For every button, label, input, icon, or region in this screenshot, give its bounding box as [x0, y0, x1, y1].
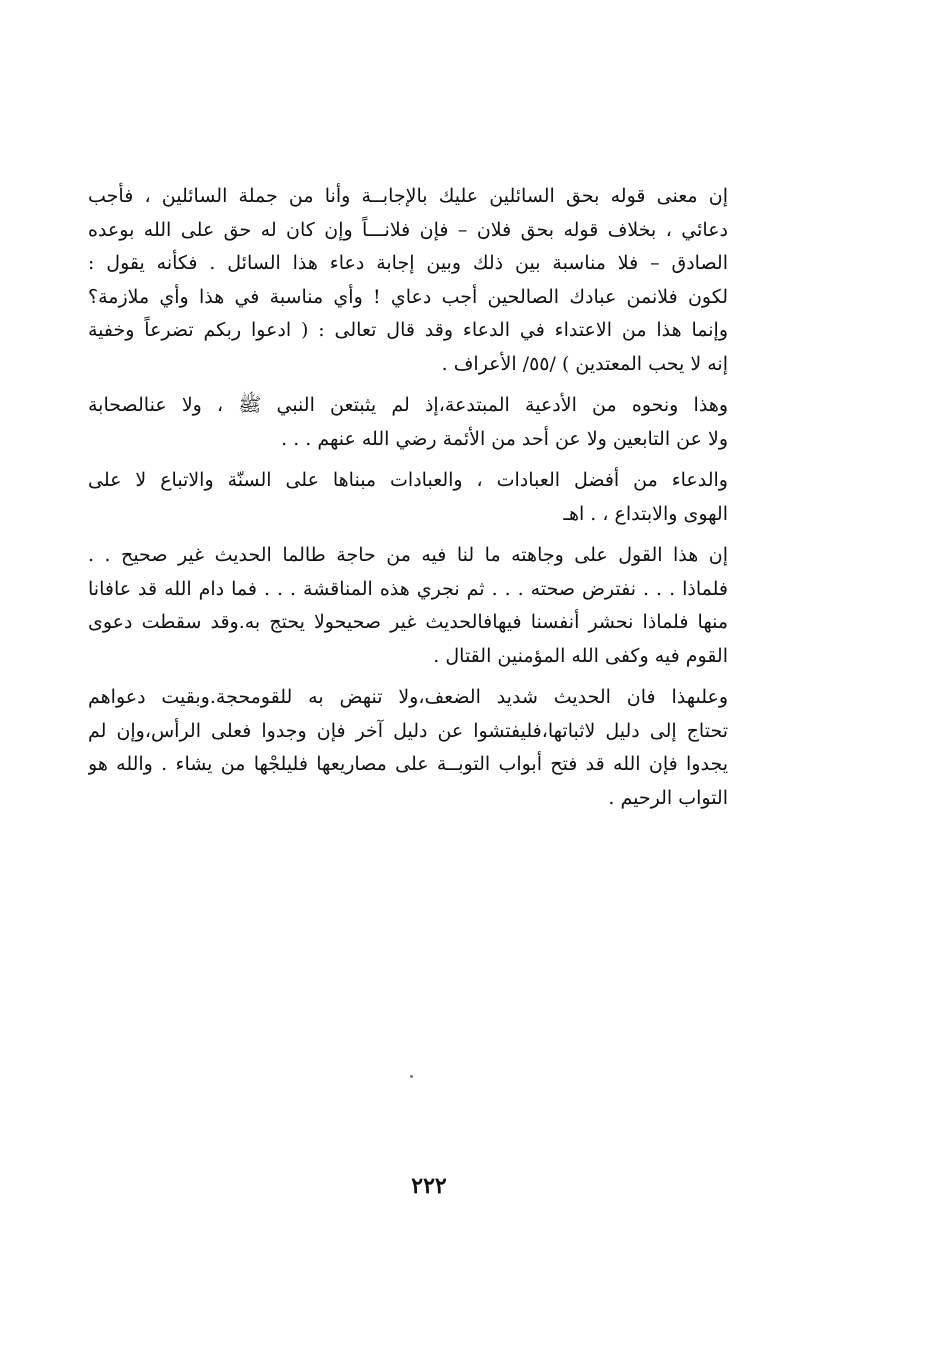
- text-line: إنه لا يحب المعتدين ) /٥٥/ الأعراف .: [441, 352, 728, 375]
- paragraph-3: [88, 464, 728, 531]
- text-line: التواب الرحيم .: [608, 786, 728, 809]
- text-line: وإنما هذا من الاعتداء في الدعاء وقد قال تعالى : ( ادعوا ربكم تضرعاً وخفية: [88, 319, 728, 341]
- text-line: يجدوا فإن الله قد فتح أبواب التوبــة على مصاريعها فليلجْها من يشاء . والله هو: [88, 753, 728, 775]
- text-line: تحتاج إلى دليل لاثباتها،فليفتشوا عن دليل آخر فإن وجدوا فعلى الرأس،وإن لم: [88, 719, 728, 742]
- body-text: [88, 180, 728, 823]
- paragraph-1: [88, 180, 728, 381]
- text-line: وعلىهذا فان الحديث شديد الضعف،ولا تنهض به للقومحجة.وبقيت دعواهم: [88, 686, 728, 708]
- text-line: وهذا ونحوه من الأدعية المبتدعة،إذ لم يثبتعن النبي ﷺ ، ولا عنالصحابة: [88, 394, 728, 416]
- text-line: إن معنى قوله بحق السائلين عليك بالإجابــة وأنا من جملة السائلين ، فأجب: [88, 185, 728, 207]
- page-number: ٢٢٢: [411, 1173, 447, 1199]
- scan-speck: [410, 1075, 413, 1078]
- text-line: القوم فيه وكفى الله المؤمنين القتال .: [433, 644, 728, 667]
- paragraph-4: [88, 539, 728, 673]
- text-line: والدعاء من أفضل العبادات ، والعبادات مبناها على السنّة والاتباع لا على: [88, 469, 728, 491]
- text-line: منها فلماذا نحشر أنفسنا فيهافالحديث غير صحيحولا يحتج به.وقد سقطت دعوى: [88, 611, 728, 633]
- text-line: ولا عن التابعين ولا عن أحد من الأئمة رضي الله عنهم . . .: [281, 427, 728, 450]
- text-line: الهوى والابتداع ، . اهـ: [563, 502, 728, 525]
- paragraph-5: [88, 681, 728, 815]
- text-line: دعائي ، بخلاف قوله بحق فلان – فإن فلانـــاً وإن كان له حق على الله بوعده: [88, 218, 728, 241]
- text-line: فلماذا . . . نفترض صحته . . . ثم نجري هذه المناقشة . . . فما دام الله قد عافانا: [88, 577, 728, 600]
- text-line: الصادق – فلا مناسبة بين ذلك وبين إجابة دعاء هذا السائل . فكأنه يقول :: [88, 252, 728, 274]
- paragraph-2: [88, 389, 728, 456]
- text-line: إن هذا القول على وجاهته ما لنا فيه من حاجة طالما الحديث غير صحيح . .: [88, 544, 728, 566]
- text-line: لكون فلانمن عبادك الصالحين أجب دعاي ! وأي مناسبة في هذا وأي ملازمة؟: [88, 285, 728, 308]
